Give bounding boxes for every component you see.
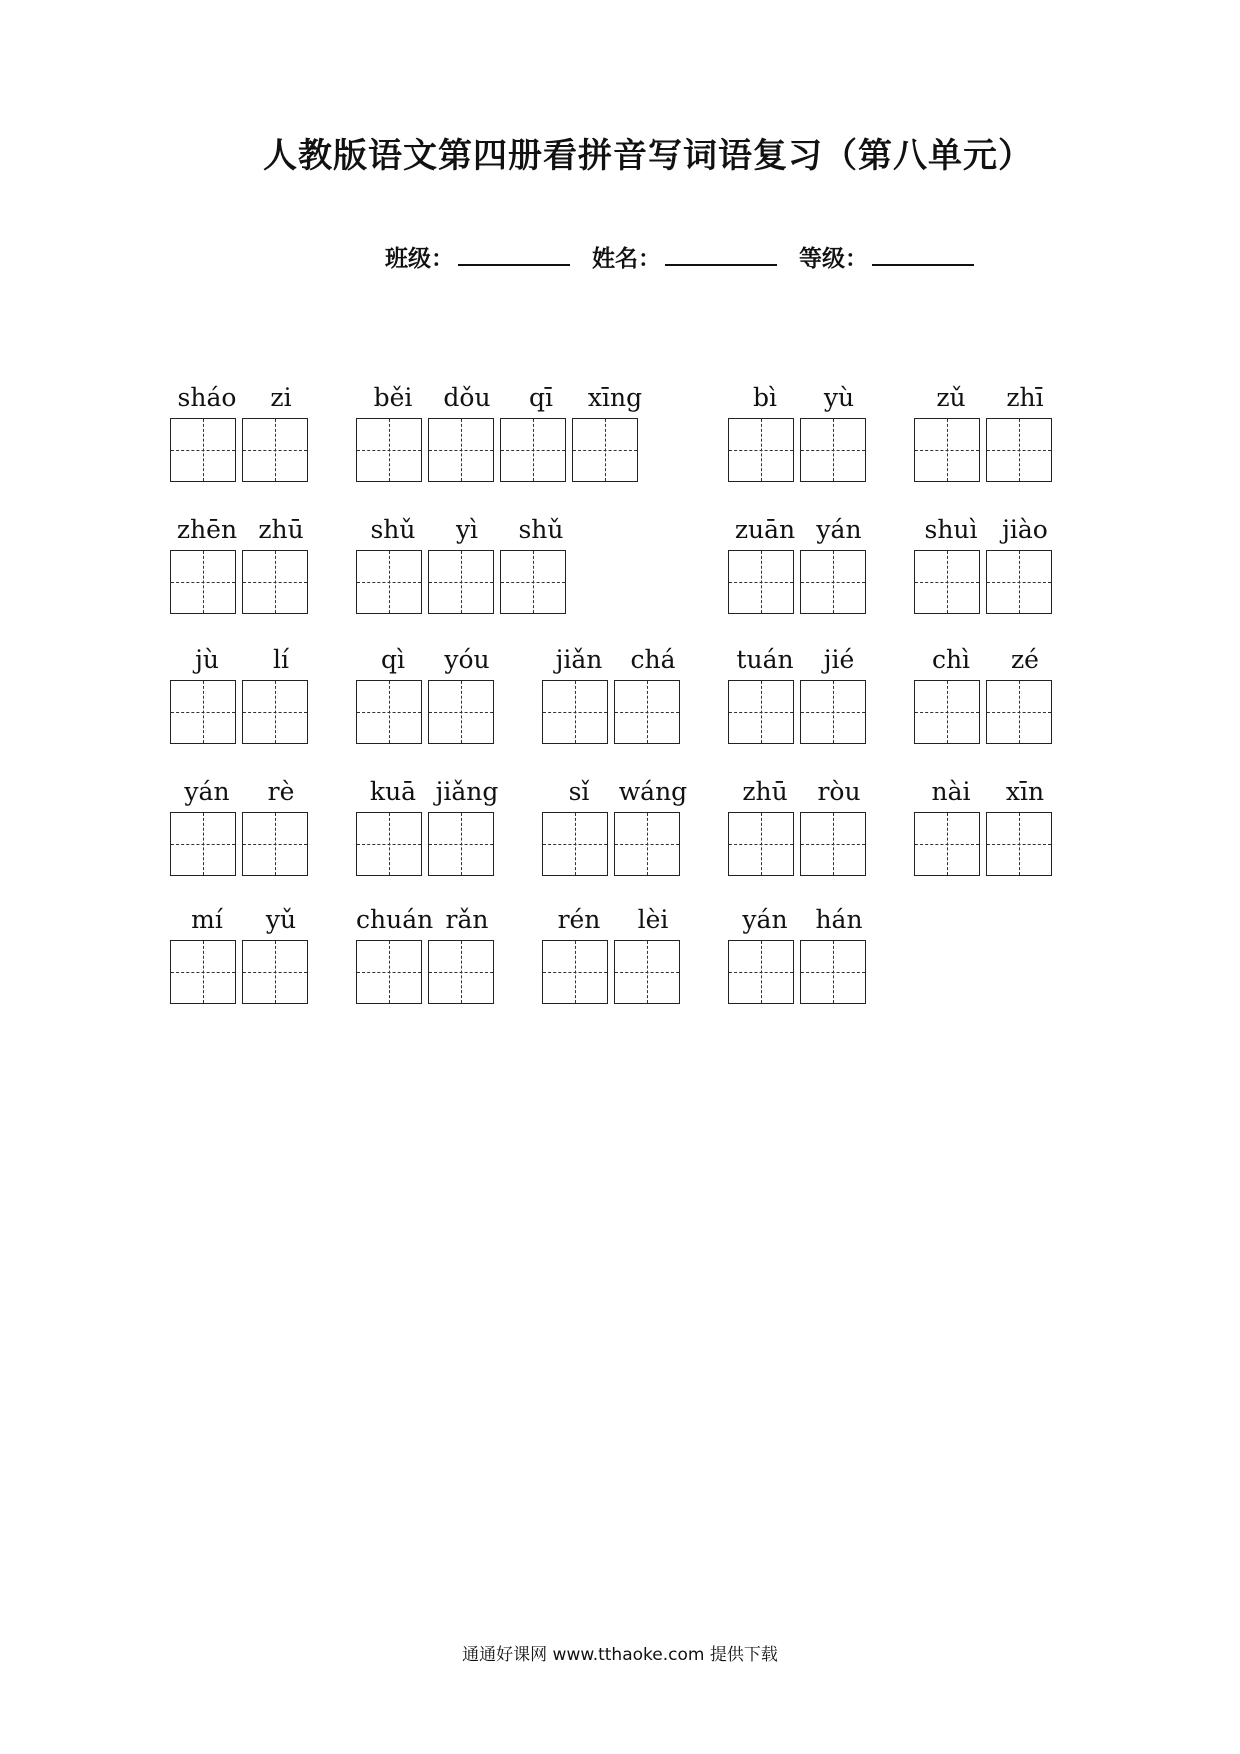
word-item [914, 382, 1062, 482]
word-item [542, 776, 690, 876]
pinyin-row [356, 776, 504, 808]
pinyin-syllable: shǔ [370, 515, 416, 544]
tian-zi-ge-box[interactable] [242, 418, 308, 482]
pinyin-syllable: hán [815, 905, 863, 934]
writing-boxes [356, 812, 504, 876]
writing-boxes [728, 680, 876, 744]
tian-zi-ge-box[interactable] [242, 550, 308, 614]
pinyin-syllable: yóu [444, 645, 490, 674]
tian-zi-ge-box[interactable] [170, 680, 236, 744]
tian-zi-ge-box[interactable] [800, 940, 866, 1004]
pinyin-syllable: zhēn [176, 515, 238, 544]
pinyin-row [914, 644, 1062, 676]
tian-zi-ge-box[interactable] [914, 812, 980, 876]
writing-boxes [728, 940, 876, 1004]
pinyin-syllable: kuā [369, 777, 417, 806]
tian-zi-ge-box[interactable] [728, 418, 794, 482]
tian-zi-ge-box[interactable] [728, 550, 794, 614]
pinyin-syllable: sháo [177, 383, 237, 412]
tian-zi-ge-box[interactable] [242, 940, 308, 1004]
pinyin-syllable: bì [753, 383, 777, 412]
pinyin-row [542, 776, 690, 808]
tian-zi-ge-box[interactable] [800, 680, 866, 744]
tian-zi-ge-box[interactable] [170, 940, 236, 1004]
pinyin-syllable: rén [557, 905, 601, 934]
grade-label: 等级： [799, 245, 869, 272]
tian-zi-ge-box[interactable] [614, 680, 680, 744]
pinyin-syllable: yù [823, 383, 855, 412]
tian-zi-ge-box[interactable] [914, 418, 980, 482]
word-item [356, 382, 652, 482]
tian-zi-ge-box[interactable] [242, 680, 308, 744]
tian-zi-ge-box[interactable] [356, 418, 422, 482]
pinyin-syllable: dǒu [443, 383, 491, 412]
name-label: 姓名： [592, 245, 662, 272]
grade-field [799, 240, 974, 273]
tian-zi-ge-box[interactable] [500, 418, 566, 482]
pinyin-row [356, 382, 652, 414]
student-info-line [385, 240, 988, 273]
tian-zi-ge-box[interactable] [356, 940, 422, 1004]
pinyin-syllable: zhū [742, 777, 788, 806]
pinyin-syllable: běi [373, 383, 413, 412]
word-item [728, 904, 876, 1004]
writing-boxes [914, 812, 1062, 876]
word-item [356, 644, 504, 744]
page-title: 人教版语文第四册看拼音写词语复习（第八单元） [263, 136, 1033, 176]
writing-boxes [170, 680, 318, 744]
pinyin-syllable: zhū [258, 515, 304, 544]
word-item [170, 776, 318, 876]
pinyin-syllable: zé [1011, 645, 1039, 674]
tian-zi-ge-box[interactable] [428, 940, 494, 1004]
pinyin-syllable: shuì [924, 515, 978, 544]
pinyin-syllable: lèi [637, 905, 669, 934]
word-item [728, 644, 876, 744]
pinyin-syllable: xīn [1005, 777, 1045, 806]
pinyin-syllable: yì [455, 515, 479, 544]
tian-zi-ge-box[interactable] [986, 550, 1052, 614]
tian-zi-ge-box[interactable] [542, 812, 608, 876]
tian-zi-ge-box[interactable] [500, 550, 566, 614]
pinyin-syllable: zǔ [936, 383, 966, 412]
pinyin-row [356, 644, 504, 676]
writing-boxes [914, 418, 1062, 482]
pinyin-syllable: rè [267, 777, 295, 806]
pinyin-syllable: yán [184, 777, 230, 806]
word-item [728, 382, 876, 482]
writing-boxes [542, 812, 690, 876]
pinyin-syllable: yán [816, 515, 862, 544]
tian-zi-ge-box[interactable] [986, 680, 1052, 744]
pinyin-row [914, 382, 1062, 414]
tian-zi-ge-box[interactable] [170, 418, 236, 482]
pinyin-syllable: shǔ [518, 515, 564, 544]
pinyin-syllable: rǎn [445, 905, 489, 934]
tian-zi-ge-box[interactable] [356, 812, 422, 876]
writing-boxes [356, 418, 652, 482]
tian-zi-ge-box[interactable] [614, 940, 680, 1004]
class-label: 班级： [385, 245, 454, 272]
writing-boxes [356, 940, 504, 1004]
writing-boxes [914, 550, 1062, 614]
pinyin-syllable: qì [381, 645, 405, 674]
tian-zi-ge-box[interactable] [428, 680, 494, 744]
writing-boxes [542, 680, 690, 744]
pinyin-row [728, 644, 876, 676]
tian-zi-ge-box[interactable] [914, 550, 980, 614]
pinyin-syllable: tuán [736, 645, 794, 674]
tian-zi-ge-box[interactable] [542, 940, 608, 1004]
word-item [356, 514, 578, 614]
tian-zi-ge-box[interactable] [428, 418, 494, 482]
tian-zi-ge-box[interactable] [542, 680, 608, 744]
pinyin-syllable: yán [742, 905, 788, 934]
name-blank[interactable] [665, 242, 777, 266]
tian-zi-ge-box[interactable] [170, 812, 236, 876]
pinyin-syllable: jiǎn [555, 645, 603, 674]
pinyin-syllable: sǐ [568, 777, 590, 806]
tian-zi-ge-box[interactable] [242, 812, 308, 876]
class-field [385, 240, 570, 273]
tian-zi-ge-box[interactable] [800, 812, 866, 876]
writing-boxes [728, 812, 876, 876]
pinyin-row [914, 514, 1062, 546]
name-field [592, 240, 777, 273]
writing-boxes [356, 680, 504, 744]
word-item [170, 382, 318, 482]
tian-zi-ge-box[interactable] [728, 680, 794, 744]
pinyin-row [170, 904, 318, 936]
word-item [542, 644, 690, 744]
pinyin-row [170, 644, 318, 676]
pinyin-row [356, 904, 504, 936]
tian-zi-ge-box[interactable] [356, 680, 422, 744]
pinyin-syllable: wáng [618, 777, 688, 806]
pinyin-syllable: yǔ [265, 905, 297, 934]
tian-zi-ge-box[interactable] [614, 812, 680, 876]
writing-boxes [914, 680, 1062, 744]
pinyin-row [170, 776, 318, 808]
pinyin-row [356, 514, 578, 546]
tian-zi-ge-box[interactable] [428, 812, 494, 876]
tian-zi-ge-box[interactable] [986, 418, 1052, 482]
writing-boxes [542, 940, 690, 1004]
word-item [170, 644, 318, 744]
pinyin-syllable: jié [823, 645, 855, 674]
writing-boxes [356, 550, 578, 614]
word-item [542, 904, 690, 1004]
word-item [170, 904, 318, 1004]
pinyin-syllable: zuān [734, 515, 796, 544]
word-item [914, 776, 1062, 876]
pinyin-row [728, 776, 876, 808]
pinyin-word-worksheet [0, 382, 1240, 1022]
tian-zi-ge-box[interactable] [800, 550, 866, 614]
pinyin-syllable: jiǎng [435, 777, 499, 806]
writing-boxes [170, 940, 318, 1004]
grade-blank[interactable] [872, 242, 974, 266]
word-item [170, 514, 318, 614]
word-item [728, 776, 876, 876]
class-blank[interactable] [458, 242, 570, 266]
tian-zi-ge-box[interactable] [572, 418, 638, 482]
word-item [356, 904, 504, 1004]
pinyin-syllable: mí [191, 905, 223, 934]
tian-zi-ge-box[interactable] [728, 940, 794, 1004]
tian-zi-ge-box[interactable] [428, 550, 494, 614]
pinyin-row [728, 904, 876, 936]
pinyin-syllable: chá [630, 645, 676, 674]
pinyin-syllable: xīng [587, 383, 643, 412]
pinyin-row [542, 904, 690, 936]
word-item [914, 644, 1062, 744]
writing-boxes [728, 418, 876, 482]
pinyin-syllable: nài [931, 777, 971, 806]
pinyin-syllable: jù [195, 645, 219, 674]
pinyin-row [170, 514, 318, 546]
word-item [728, 514, 876, 614]
pinyin-syllable: zhī [1006, 383, 1044, 412]
pinyin-row [542, 644, 690, 676]
pinyin-syllable: ròu [817, 777, 861, 806]
pinyin-row [170, 382, 318, 414]
pinyin-syllable: zi [270, 383, 292, 412]
pinyin-syllable: chuán [356, 905, 434, 934]
pinyin-syllable: chì [931, 645, 971, 674]
tian-zi-ge-box[interactable] [356, 550, 422, 614]
pinyin-syllable: qī [529, 383, 553, 412]
tian-zi-ge-box[interactable] [986, 812, 1052, 876]
tian-zi-ge-box[interactable] [914, 680, 980, 744]
pinyin-row [914, 776, 1062, 808]
writing-boxes [728, 550, 876, 614]
pinyin-row [728, 382, 876, 414]
pinyin-row [728, 514, 876, 546]
tian-zi-ge-box[interactable] [728, 812, 794, 876]
tian-zi-ge-box[interactable] [170, 550, 236, 614]
writing-boxes [170, 812, 318, 876]
footer-source: 通通好课网 www.tthaoke.com 提供下载 [462, 1645, 778, 1665]
writing-boxes [170, 418, 318, 482]
tian-zi-ge-box[interactable] [800, 418, 866, 482]
word-item [914, 514, 1062, 614]
pinyin-syllable: jiào [1002, 515, 1048, 544]
pinyin-syllable: lí [273, 645, 289, 674]
word-item [356, 776, 504, 876]
writing-boxes [170, 550, 318, 614]
